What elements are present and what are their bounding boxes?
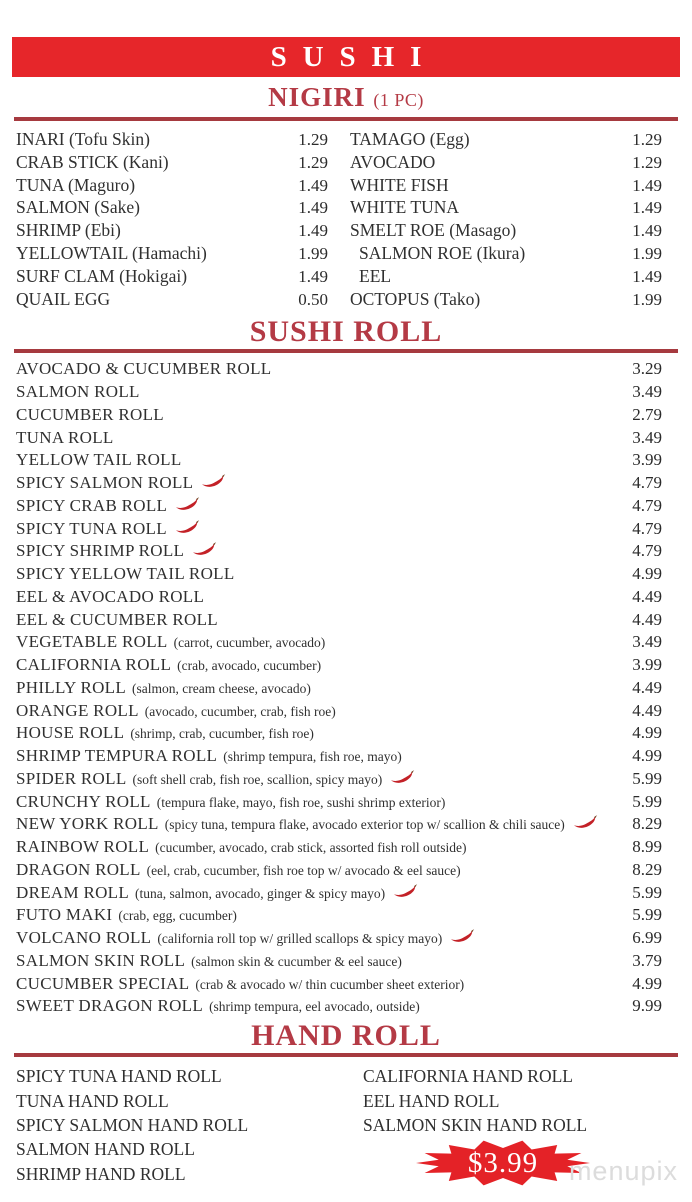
item-price: 3.99 [632, 450, 662, 470]
nigiri-heading [0, 81, 692, 117]
item-price: 1.29 [298, 152, 328, 172]
item-price: 4.99 [632, 564, 662, 584]
menu-item-row [16, 882, 692, 905]
menu-item-row: SPICY SALMON HAND ROLL [16, 1114, 249, 1135]
page-title: SUSHI [270, 40, 438, 73]
item-price: 4.49 [632, 677, 662, 697]
item-name: EEL & AVOCADO ROLL [16, 586, 205, 606]
item-price: 9.99 [632, 996, 662, 1016]
item-price: 3.29 [632, 359, 662, 379]
menu-item-row [16, 540, 692, 563]
item-price: 1.49 [632, 221, 662, 241]
item-name: CUCUMBER ROLL [16, 404, 164, 424]
item-price: 5.99 [632, 791, 662, 811]
item-name: CUCUMBER SPECIAL [16, 973, 190, 993]
item-name: SALMON SKIN ROLL [16, 950, 186, 970]
item-price: 1.49 [632, 266, 662, 286]
menu-item-row: SPICY TUNA HAND ROLL [16, 1066, 222, 1087]
item-name: EEL [359, 265, 392, 286]
hand-roll-left-column [16, 1064, 360, 1187]
menu-item-row [350, 266, 662, 289]
sushi-roll-section [0, 353, 692, 1018]
hand-roll-heading: HAND ROLL [251, 1019, 441, 1053]
menu-item-row: SALMON HAND ROLL [16, 1139, 195, 1160]
item-name: QUAIL EGG [16, 288, 111, 309]
item-description: (tempura flake, mayo, fish roe, sushi shrimp exterior) [156, 794, 446, 810]
title-bar [12, 37, 680, 77]
menu-item-row [350, 175, 662, 198]
menu-item-row [16, 427, 692, 450]
item-description: (soft shell crab, fish roe, scallion, spicy mayo) [132, 771, 383, 787]
item-name: SWEET DRAGON ROLL [16, 996, 204, 1016]
item-price: 1.99 [632, 243, 662, 263]
menu-item-row [16, 631, 692, 654]
item-price: 8.29 [632, 814, 662, 834]
item-name: SHRIMP (Ebi) [16, 220, 121, 241]
menu-item-row [16, 404, 692, 427]
item-price: 4.49 [632, 700, 662, 720]
item-price: 1.29 [632, 152, 662, 172]
menu-item-row [16, 472, 692, 495]
menu-item-row: TUNA HAND ROLL [16, 1090, 169, 1111]
menu-item-row [16, 175, 328, 198]
item-price: 1.99 [632, 289, 662, 309]
item-name: EEL & CUCUMBER ROLL [16, 609, 218, 629]
menu-item-row [16, 813, 692, 836]
menu-item-row [16, 586, 692, 609]
item-price: 5.99 [632, 905, 662, 925]
menu-item-row [16, 518, 692, 541]
item-name: PHILLY ROLL [16, 677, 127, 697]
menu-item-row [16, 791, 692, 814]
item-name: DREAM ROLL [16, 882, 130, 902]
menu-item-row: CALIFORNIA HAND ROLL [363, 1066, 573, 1087]
menu-item-row [16, 836, 692, 859]
item-name: AVOCADO & CUCUMBER ROLL [16, 359, 272, 379]
menu-item-row [16, 654, 692, 677]
item-name: SPIDER ROLL [16, 768, 127, 788]
item-name: ORANGE ROLL [16, 700, 139, 720]
menu-item-row [16, 289, 328, 312]
menu-item-row [16, 495, 692, 518]
item-price: 1.49 [632, 175, 662, 195]
item-price: 4.99 [632, 973, 662, 993]
item-description: (crab, avocado, cucumber) [177, 658, 322, 674]
item-price: 3.49 [632, 632, 662, 652]
item-name: YELLOW TAIL ROLL [16, 450, 182, 470]
menu-item-row [16, 381, 692, 404]
menu-item-row [350, 243, 662, 266]
item-price: 1.49 [298, 175, 328, 195]
item-description: (shrimp tempura, fish roe, mayo) [223, 749, 402, 765]
menu-item-row [16, 859, 692, 882]
item-price: 1.29 [632, 130, 662, 149]
item-price: 4.79 [632, 541, 662, 561]
item-name: RAINBOW ROLL [16, 837, 150, 857]
item-name: SPICY CRAB ROLL [16, 495, 168, 515]
item-price: 4.49 [632, 586, 662, 606]
menu-item-row [16, 197, 328, 220]
item-name: SALMON (Sake) [16, 197, 140, 218]
menu-item-row [350, 152, 662, 175]
item-price: 4.79 [632, 473, 662, 493]
menu-item-row [16, 563, 692, 586]
item-name: SMELT ROE (Masago) [350, 220, 517, 241]
item-name: OCTOPUS (Tako) [350, 288, 481, 309]
item-name: CRAB STICK (Kani) [16, 151, 169, 172]
menu-item-row [16, 768, 692, 791]
item-description: (avocado, cucumber, crab, fish roe) [144, 703, 336, 719]
item-name: YELLOWTAIL (Hamachi) [16, 242, 207, 263]
item-name: WHITE TUNA [350, 197, 460, 218]
item-price: 3.49 [632, 427, 662, 447]
menu-item-row [16, 927, 692, 950]
menu-item-row [16, 220, 328, 243]
item-name: SALMON ROE (Ikura) [359, 242, 526, 263]
menu-item-row [16, 722, 692, 745]
item-name: SPICY SHRIMP ROLL [16, 541, 185, 561]
price-badge [415, 1139, 591, 1187]
menu-item-row: SALMON SKIN HAND ROLL [363, 1114, 588, 1135]
item-price: 3.49 [632, 382, 662, 402]
item-description: (eel, crab, cucumber, fish roe top w/ avocado & eel sauce) [146, 862, 461, 878]
item-name: WHITE FISH [350, 174, 449, 195]
menu-item-row [350, 197, 662, 220]
item-price: 4.99 [632, 723, 662, 743]
item-price: 1.29 [298, 130, 328, 149]
nigiri-left-column [16, 129, 328, 311]
item-name: TUNA (Maguro) [16, 174, 136, 195]
item-name: SHRIMP TEMPURA ROLL [16, 746, 218, 766]
item-name: DRAGON ROLL [16, 859, 141, 879]
nigiri-heading-suffix: (1 PC) [373, 90, 424, 110]
menu-item-row [16, 609, 692, 632]
item-description: (tuna, salmon, avocado, ginger & spicy mayo) [135, 885, 386, 901]
item-price: 8.29 [632, 859, 662, 879]
item-description: (california roll top w/ grilled scallops & spicy mayo) [157, 931, 443, 947]
menu-item-row [16, 152, 328, 175]
item-name: VOLCANO ROLL [16, 928, 152, 948]
item-description: (salmon, cream cheese, avocado) [132, 680, 311, 696]
item-description: (crab, egg, cucumber) [118, 908, 237, 924]
menu-item-row [350, 129, 662, 152]
item-name: NEW YORK ROLL [16, 814, 159, 834]
menu-item-row [350, 289, 662, 312]
item-name: HOUSE ROLL [16, 723, 125, 743]
item-price: 5.99 [632, 882, 662, 902]
item-name: SPICY YELLOW TAIL ROLL [16, 564, 235, 584]
item-price: 4.79 [632, 518, 662, 538]
item-price: 8.99 [632, 837, 662, 857]
nigiri-heading-label: NIGIRI [268, 82, 366, 112]
item-price: 4.79 [632, 495, 662, 515]
item-description: (carrot, cucumber, avocado) [173, 635, 326, 651]
item-name: AVOCADO [350, 151, 436, 172]
item-name: INARI (Tofu Skin) [16, 129, 150, 149]
menu-item-row [16, 358, 692, 381]
item-price: 1.49 [632, 198, 662, 218]
item-price: 1.49 [298, 266, 328, 286]
menu-item-row [16, 700, 692, 723]
item-name: CRUNCHY ROLL [16, 791, 151, 811]
item-price: 3.79 [632, 950, 662, 970]
item-price: 1.99 [298, 243, 328, 263]
item-name: CALIFORNIA ROLL [16, 655, 172, 675]
item-name: SPICY TUNA ROLL [16, 518, 167, 538]
menu-item-row [16, 449, 692, 472]
item-price: 3.99 [632, 655, 662, 675]
badge-price-label: $3.99 [467, 1146, 539, 1179]
item-price: 1.49 [298, 221, 328, 241]
item-description: (crab & avocado w/ thin cucumber sheet exterior) [195, 976, 465, 992]
watermark: menupix [568, 1156, 678, 1186]
item-name: SPICY SALMON ROLL [16, 473, 194, 493]
item-description: (salmon skin & cucumber & eel sauce) [191, 953, 402, 969]
menu-item-row [16, 995, 692, 1018]
menu-item-row [16, 677, 692, 700]
item-price: 6.99 [632, 928, 662, 948]
item-name: VEGETABLE ROLL [16, 632, 168, 652]
item-price: 4.99 [632, 746, 662, 766]
item-description: (cucumber, avocado, crab stick, assorted fish roll outside) [155, 840, 467, 856]
menu-item-row [16, 904, 692, 927]
item-price: 4.49 [632, 609, 662, 629]
nigiri-right-column [350, 129, 662, 311]
item-name: FUTO MAKI [16, 905, 113, 925]
item-name: TUNA ROLL [16, 427, 114, 447]
sushi-roll-heading: SUSHI ROLL [249, 315, 443, 349]
item-description: (shrimp, crab, cucumber, fish roe) [130, 726, 314, 742]
menu-item-row [350, 220, 662, 243]
item-price: 5.99 [632, 768, 662, 788]
item-price: 2.79 [632, 404, 662, 424]
menu-item-row [16, 950, 692, 973]
menu-item-row [16, 266, 328, 289]
menu-item-row [16, 129, 328, 152]
item-description: (spicy tuna, tempura flake, avocado exterior top w/ scallion & chili sauce) [164, 817, 565, 833]
item-name: SALMON ROLL [16, 382, 140, 402]
menu-item-row [16, 973, 692, 996]
menu-item-row: EEL HAND ROLL [363, 1090, 500, 1111]
item-price: 0.50 [298, 289, 328, 309]
menu-item-row: SHRIMP HAND ROLL [16, 1163, 186, 1184]
menu-item-row [16, 745, 692, 768]
item-price: 1.49 [298, 198, 328, 218]
item-name: SURF CLAM (Hokigai) [16, 265, 188, 286]
menu-item-row [16, 243, 328, 266]
nigiri-section [0, 121, 692, 315]
item-name: TAMAGO (Egg) [350, 129, 470, 149]
item-description: (shrimp tempura, eel avocado, outside) [209, 999, 420, 1015]
